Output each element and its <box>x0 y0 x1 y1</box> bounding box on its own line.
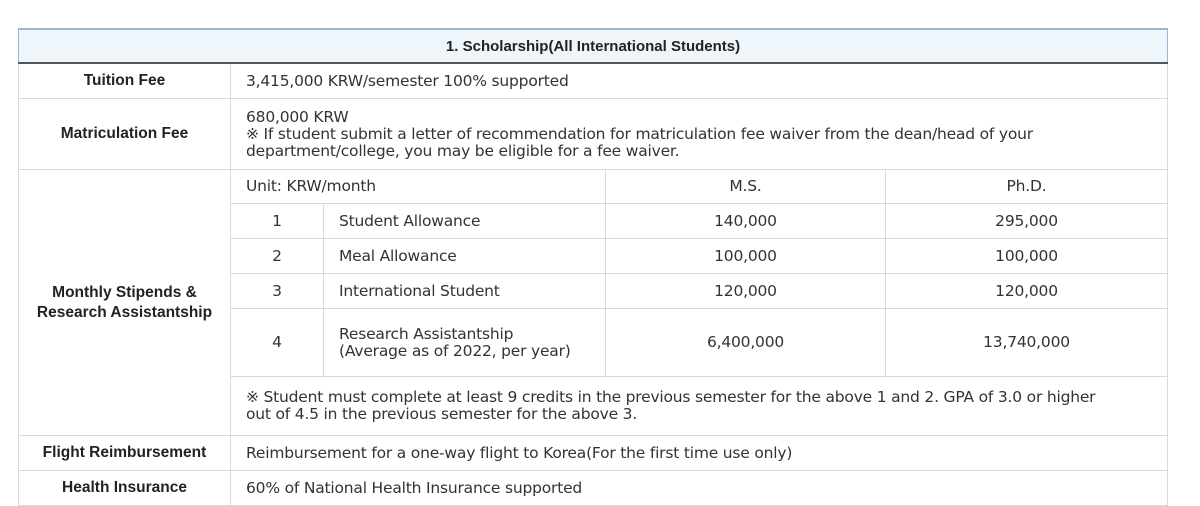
stipends-unit-label: Unit: KRW/month <box>231 170 606 204</box>
stipend-header-row <box>19 170 1168 204</box>
stipend-no: 3 <box>231 274 324 309</box>
stipends-label <box>19 170 231 436</box>
stipend-ms: 120,000 <box>606 274 886 309</box>
tuition-value: 3,415,000 KRW/semester 100% supported <box>231 63 1168 99</box>
tuition-label: Tuition Fee <box>19 63 231 99</box>
matriculation-amount: 680,000 KRW <box>246 107 349 126</box>
stipend-phd: 13,740,000 <box>886 309 1168 377</box>
stipend-name: Meal Allowance <box>324 239 606 274</box>
stipend-ms: 100,000 <box>606 239 886 274</box>
stipend-phd: 295,000 <box>886 204 1168 239</box>
stipend-ms: 6,400,000 <box>606 309 886 377</box>
matriculation-note-line2: department/college, you may be eligible for a fee waiver. <box>246 141 680 160</box>
matriculation-row <box>19 99 1168 170</box>
flight-label: Flight Reimbursement <box>19 436 231 471</box>
stipend-name: Student Allowance <box>324 204 606 239</box>
section-title: 1. Scholarship(All International Students) <box>19 29 1168 63</box>
stipend-no: 4 <box>231 309 324 377</box>
scholarship-table <box>18 28 1168 506</box>
tuition-row <box>19 63 1168 99</box>
scholarship-section <box>18 28 1167 506</box>
stipend-note-line1: ※ Student must complete at least 9 credits in the previous semester for the above 1 and 2. GPA of 3.0 or higher <box>246 388 1096 406</box>
matriculation-value <box>231 99 1168 170</box>
stipends-label-line2: Research Assistantship <box>36 303 213 321</box>
stipend-ms: 140,000 <box>606 204 886 239</box>
stipend-name <box>324 309 606 377</box>
col-header-ms: M.S. <box>606 170 886 204</box>
stipend-note <box>231 377 1168 436</box>
health-value: 60% of National Health Insurance supported <box>231 471 1168 506</box>
stipend-phd: 120,000 <box>886 274 1168 309</box>
stipends-label-line1: Monthly Stipends & <box>52 283 197 301</box>
matriculation-note-line1: ※ If student submit a letter of recommendation for matriculation fee waiver from the dean/head of your <box>246 124 1033 143</box>
stipend-phd: 100,000 <box>886 239 1168 274</box>
stipend-name-line2: (Average as of 2022, per year) <box>339 341 571 360</box>
stipend-name: International Student <box>324 274 606 309</box>
flight-value: Reimbursement for a one-way flight to Korea(For the first time use only) <box>231 436 1168 471</box>
health-label: Health Insurance <box>19 471 231 506</box>
stipend-name-line1: Research Assistantship <box>339 324 514 343</box>
flight-row <box>19 436 1168 471</box>
health-row <box>19 471 1168 506</box>
stipend-no: 1 <box>231 204 324 239</box>
matriculation-label: Matriculation Fee <box>19 99 231 170</box>
stipend-note-line2: out of 4.5 in the previous semester for the above 3. <box>246 405 638 423</box>
stipend-no: 2 <box>231 239 324 274</box>
col-header-phd: Ph.D. <box>886 170 1168 204</box>
